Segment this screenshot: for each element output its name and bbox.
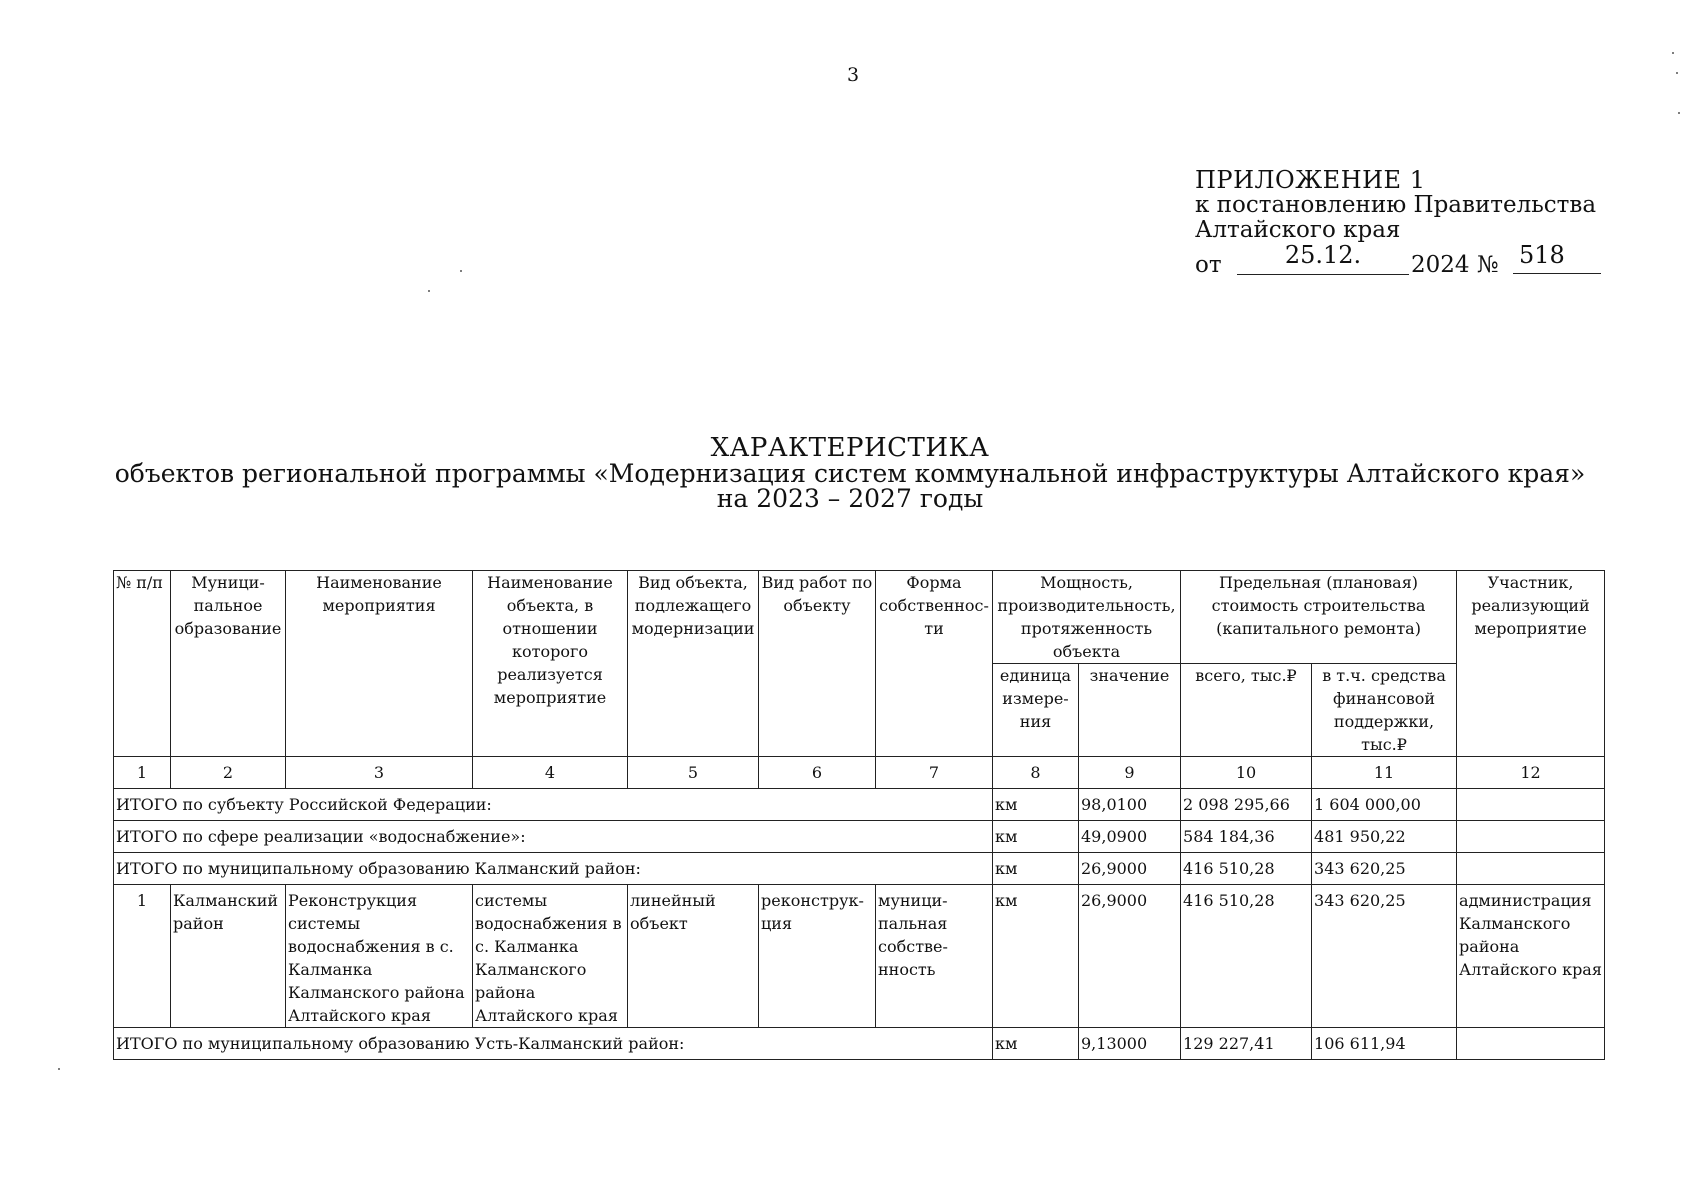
total-row-cost-support: 1 604 000,00	[1312, 789, 1457, 821]
total-row-cost-support: 106 611,94	[1312, 1028, 1457, 1060]
column-number: 10	[1181, 757, 1312, 789]
detail-object-type: линейный объект	[628, 885, 759, 1028]
resolution-number: 518	[1513, 243, 1601, 274]
detail-work-type: реконструк-ция	[759, 885, 876, 1028]
heading-period: на 2023 – 2027 годы	[716, 484, 984, 513]
scan-speck	[1672, 52, 1674, 54]
column-number: 1	[114, 757, 171, 789]
total-row-participant	[1457, 821, 1605, 853]
detail-participant: администрация Калманского района Алтайского края	[1457, 885, 1605, 1028]
total-row-unit: км	[993, 789, 1079, 821]
header-work-type: Вид работ по объекту	[759, 571, 876, 757]
resolution-year-label: 2024 №	[1411, 252, 1499, 278]
total-row-participant	[1457, 853, 1605, 885]
total-row-label: ИТОГО по муниципальному образованию Калманский район:	[114, 853, 993, 885]
scan-speck	[1676, 72, 1678, 74]
column-number: 4	[473, 757, 628, 789]
header-event-name: Наименование мероприятия	[286, 571, 473, 757]
total-row-cost-total: 2 098 295,66	[1181, 789, 1312, 821]
header-cost-support: в т.ч. средства финансовой поддержки, тыс.₽	[1312, 664, 1457, 757]
header-value: значение	[1079, 664, 1181, 757]
detail-row	[114, 885, 1605, 1028]
detail-ownership: муници-пальная собстве-нность	[876, 885, 993, 1028]
total-row-unit: км	[993, 1028, 1079, 1060]
page-number: 3	[846, 64, 860, 86]
document-heading	[100, 433, 1600, 513]
total-row-cost-total: 129 227,41	[1181, 1028, 1312, 1060]
appendix-block	[1195, 168, 1615, 279]
column-number: 2	[171, 757, 286, 789]
header-ownership: Форма собственнос-ти	[876, 571, 993, 757]
total-row-cost-support: 343 620,25	[1312, 853, 1457, 885]
total-row-value: 9,13000	[1079, 1028, 1181, 1060]
header-cost-total: всего, тыс.₽	[1181, 664, 1312, 757]
total-row-ust-kalmansky	[114, 1028, 1605, 1060]
total-row-cost-support: 481 950,22	[1312, 821, 1457, 853]
detail-cost-support: 343 620,25	[1312, 885, 1457, 1028]
total-row-participant	[1457, 789, 1605, 821]
appendix-line2: Алтайского края	[1195, 217, 1401, 243]
header-unit: единица измере-ния	[993, 664, 1079, 757]
column-numbers-row	[114, 757, 1605, 789]
header-participant: Участник, реализующий мероприятие	[1457, 571, 1605, 757]
total-row-participant	[1457, 1028, 1605, 1060]
total-row-label: ИТОГО по сфере реализации «водоснабжение»:	[114, 821, 993, 853]
total-row-federation	[114, 789, 1605, 821]
header-object-name: Наименование объекта, в отношении которого реализуется мероприятие	[473, 571, 628, 757]
detail-event-name: Реконструкция системы водоснабжения в с. Калманка Калманского района Алтайского края	[286, 885, 473, 1028]
header-capacity: Мощность, производительность, протяженность объекта	[993, 571, 1181, 664]
header-municipality: Муници-пальное образование	[171, 571, 286, 757]
detail-value: 26,9000	[1079, 885, 1181, 1028]
appendix-title: ПРИЛОЖЕНИЕ 1	[1195, 166, 1426, 194]
total-row-water-supply	[114, 821, 1605, 853]
scan-speck	[460, 270, 462, 272]
scan-speck	[1678, 112, 1680, 114]
header-num: № п/п	[114, 571, 171, 757]
detail-num: 1	[114, 885, 171, 1028]
objects-table	[113, 570, 1605, 1060]
total-row-value: 49,0900	[1079, 821, 1181, 853]
heading-subtitle: объектов региональной программы «Модернизация систем коммунальной инфраструктуры Алтайского края»	[114, 459, 1586, 488]
total-row-cost-total: 584 184,36	[1181, 821, 1312, 853]
detail-object-name: системы водоснабжения в с. Калманка Калманского района Алтайского края	[473, 885, 628, 1028]
detail-unit: км	[993, 885, 1079, 1028]
column-number: 5	[628, 757, 759, 789]
scan-speck	[428, 290, 430, 292]
detail-municipality: Калманский район	[171, 885, 286, 1028]
column-number: 3	[286, 757, 473, 789]
column-number: 12	[1457, 757, 1605, 789]
heading-title: ХАРАКТЕРИСТИКА	[710, 433, 990, 463]
header-row-1	[114, 571, 1605, 664]
total-row-cost-total: 416 510,28	[1181, 853, 1312, 885]
appendix-line1: к постановлению Правительства	[1195, 192, 1597, 218]
total-row-label: ИТОГО по субъекту Российской Федерации:	[114, 789, 993, 821]
column-number: 9	[1079, 757, 1181, 789]
column-number: 8	[993, 757, 1079, 789]
header-cost: Предельная (плановая) стоимость строительства (капитального ремонта)	[1181, 571, 1457, 664]
header-object-type: Вид объекта, подлежащего модернизации	[628, 571, 759, 757]
from-label: от	[1195, 252, 1222, 278]
detail-cost-total: 416 510,28	[1181, 885, 1312, 1028]
column-number: 11	[1312, 757, 1457, 789]
total-row-value: 98,0100	[1079, 789, 1181, 821]
total-row-value: 26,9000	[1079, 853, 1181, 885]
total-row-label: ИТОГО по муниципальному образованию Усть-Калманский район:	[114, 1028, 993, 1060]
resolution-date: 25.12.	[1237, 243, 1409, 275]
total-row-unit: км	[993, 853, 1079, 885]
total-row-kalmansky	[114, 853, 1605, 885]
column-number: 6	[759, 757, 876, 789]
appendix-date-line	[1195, 243, 1615, 279]
column-number: 7	[876, 757, 993, 789]
total-row-unit: км	[993, 821, 1079, 853]
scan-speck	[58, 1068, 60, 1070]
